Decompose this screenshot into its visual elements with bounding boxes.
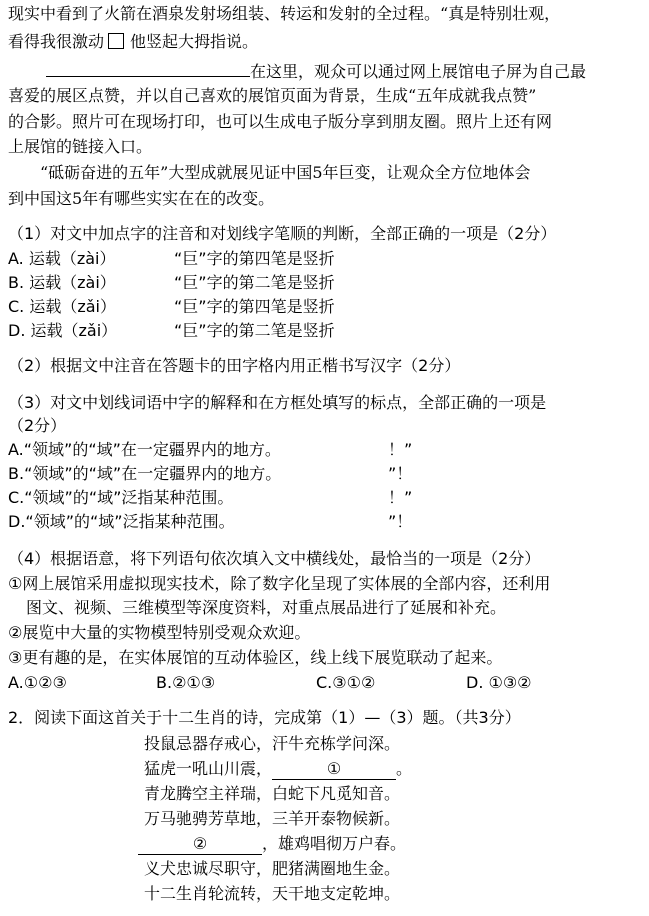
section-title: 2．阅读下面这首关于十二生肖的诗，完成第（1）—（3）题。（共3分） — [8, 708, 521, 727]
passage-line: “砥砺奋进的五年”大型成就展见证中国5年巨变，让观众全方位地体会 — [40, 163, 531, 182]
answer-blank[interactable] — [46, 60, 250, 77]
option-a[interactable] — [8, 249, 335, 269]
poem-right: 三羊开泰物候新。 — [272, 809, 401, 828]
poem-punct: 。 — [396, 759, 413, 778]
option-label: D. 运载（zǎi） — [8, 321, 118, 340]
poem-punct: ， — [262, 834, 279, 853]
option-c[interactable]: C.③①② — [316, 673, 376, 692]
sentence-1: ①网上展馆采用虚拟现实技术，除了数字化呈现了实体展的全部内容，还利用 — [8, 574, 551, 593]
poem-line — [144, 759, 412, 780]
option-text: ”！ — [388, 464, 413, 483]
poem-line — [144, 884, 400, 904]
passage-line: 喜爱的展区点赞，并以自己喜欢的展馆页面为背景，生成“五年成就我点赞” — [8, 86, 537, 105]
poem-line — [144, 784, 400, 804]
option-text: “巨”字的第四笔是竖折 — [174, 297, 335, 316]
passage-text: 在这里，观众可以通过网上展馆电子屏为自己最 — [250, 62, 587, 81]
option-c[interactable] — [8, 297, 335, 317]
poem-left: 青龙腾空主祥瑞， — [144, 784, 273, 803]
passage-line — [8, 32, 258, 52]
passage-line: 到中国这5年有哪些实实在在的改变。 — [8, 189, 275, 208]
punctuation-box[interactable] — [108, 33, 124, 49]
passage-line: 的合影。照片可在现场打印，也可以生成电子版分享到朋友圈。照片上还有网 — [8, 112, 553, 131]
option-label: B. 运载（zài） — [8, 273, 116, 292]
sentence-1-cont: 图文、视频、三维模型等深度资料，对重点展品进行了延展和补充。 — [26, 598, 507, 617]
option-label: C. 运载（zǎi） — [8, 297, 116, 316]
sentence-3: ③更有趣的是，在实体展馆的互动体验区，线上线下展览联动了起来。 — [8, 648, 503, 667]
option-label: A.“领域”的“域”在一定疆界内的地方。 — [8, 440, 281, 459]
poem-left: 投鼠忌器存戒心， — [144, 734, 273, 753]
poem-left: 万马驰骋芳草地， — [144, 809, 273, 828]
question-stem: （3）对文中划线词语中字的解释和在方框处填写的标点，全部正确的一项是 — [8, 393, 547, 412]
poem-right: 肥猪满圈地生金。 — [272, 859, 401, 878]
poem-right: 白蛇下凡觅知音。 — [272, 784, 401, 803]
option-text: “巨”字的第二笔是竖折 — [174, 321, 335, 340]
option-b[interactable] — [8, 273, 335, 293]
poem-left: 猛虎一吼山川震， — [144, 759, 273, 778]
q4-options-row — [8, 673, 532, 693]
option-a[interactable]: A.①②③ — [8, 673, 67, 692]
option-b[interactable]: B.②①③ — [156, 673, 216, 692]
option-c[interactable] — [8, 488, 412, 508]
option-label: C.“领域”的“域”泛指某种范围。 — [8, 488, 234, 507]
option-text: “巨”字的第四笔是竖折 — [174, 249, 335, 268]
option-label: D.“领域”的“域”泛指某种范围。 — [8, 512, 235, 531]
poem-left: 义犬忠诚尽职守， — [144, 859, 273, 878]
option-label: A. 运载（zài） — [8, 249, 116, 268]
option-a[interactable] — [8, 440, 412, 460]
poem-line — [144, 809, 400, 829]
poem-left: 十二生肖轮流转， — [144, 884, 273, 903]
poem-blank-2[interactable]: ② — [138, 834, 262, 855]
option-text: ！” — [388, 488, 413, 507]
question-stem: （2分） — [8, 416, 67, 435]
option-text: ！” — [388, 440, 413, 459]
question-stem: （4）根据语意，将下列语句依次填入文中横线处，最恰当的一项是（2分） — [8, 549, 541, 568]
poem-right: 天干地支定乾坤。 — [272, 884, 401, 903]
option-text: “巨”字的第二笔是竖折 — [174, 273, 335, 292]
option-label: B.“领域”的“域”在一定疆界内的地方。 — [8, 464, 282, 483]
poem-right: 雄鸡唱彻万户春。 — [278, 834, 407, 853]
option-d[interactable] — [8, 321, 335, 341]
passage-text: 他竖起大拇指说。 — [130, 32, 259, 51]
poem-line — [144, 734, 400, 754]
passage-line: 上展馆的链接入口。 — [8, 137, 153, 156]
passage-text: 看得我很激动 — [8, 32, 105, 51]
passage-line — [46, 60, 586, 82]
passage-line: 现实中看到了火箭在酒泉发射场组装、转运和发射的全过程。“真是特别壮观， — [8, 4, 561, 23]
option-d[interactable]: D. ①③② — [466, 673, 532, 692]
option-d[interactable] — [8, 512, 412, 532]
poem-line — [138, 834, 406, 855]
poem-blank-1[interactable]: ① — [272, 759, 396, 780]
poem-line — [144, 859, 400, 879]
option-b[interactable] — [8, 464, 412, 484]
option-text: ”！ — [388, 512, 413, 531]
question-stem: （2）根据文中注音在答题卡的田字格内用正楷书写汉字（2分） — [8, 356, 461, 375]
sentence-2: ②展览中大量的实物模型特别受观众欢迎。 — [8, 623, 311, 642]
poem-right: 汗牛充栋学问深。 — [272, 734, 401, 753]
question-stem: （1）对文中加点字的注音和对划线字笔顺的判断，全部正确的一项是（2分） — [8, 224, 557, 243]
